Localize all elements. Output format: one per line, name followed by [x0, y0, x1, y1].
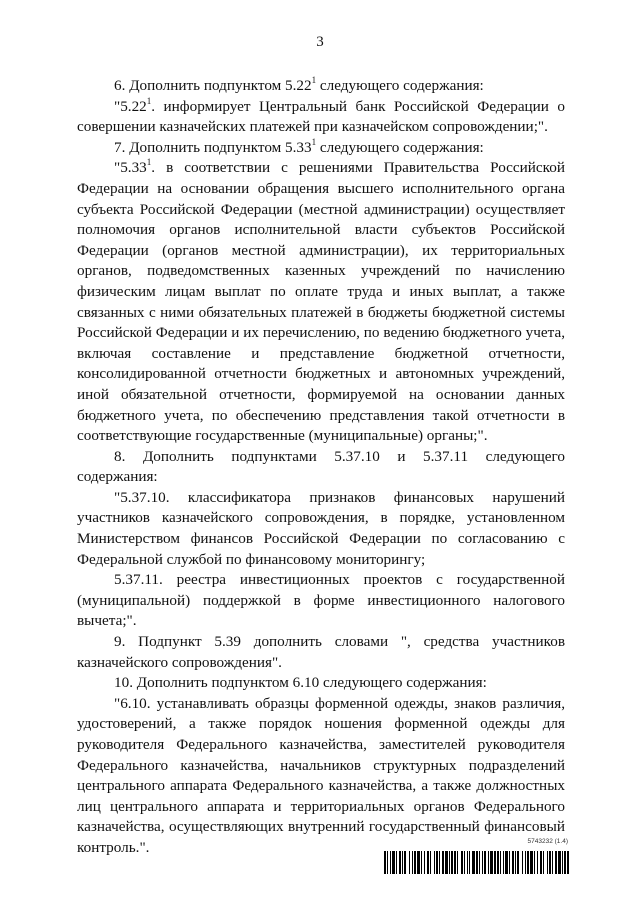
- item-10-body: "6.10. устанавливать образцы форменной одежды, знаков различия, удостоверений, а также порядок ношения форменной одежды для руководителя Федерального казначейства, заместителей руководителя Федерального казначейства, начальников структурных подразделений центрального аппарата Федерального казначейства, а также должностных лиц центрального аппарата и территориальных органов Федерального казначейства, осуществляющих внутренний государственный финансовый контроль.".: [77, 694, 565, 856]
- item-8-body-2: 5.37.11. реестра инвестиционных проектов с государственной (муниципальной) поддержкой в форме инвестиционного налогового вычета;".: [77, 571, 565, 630]
- barcode: [384, 851, 570, 874]
- item-7-intro: 7. Дополнить подпунктом 5.33$^1$ следующего содержания:: [114, 136, 484, 156]
- page-number: 3: [316, 34, 324, 50]
- document-code: 5743232 (1.4): [527, 838, 568, 845]
- item-6-intro: 6. Дополнить подпунктом 5.22$^1$ следующего содержания:: [114, 74, 484, 94]
- item-6-body: "5.22$^1$. информирует Центральный банк Российской Федерации о совершении казначейских платежей при казначейском сопровождении;".: [77, 95, 565, 136]
- item-8-body-1: "5.37.10. классификатора признаков финансовых нарушений участников казначейского сопровождения, в порядке, установленном Министерством финансов Российской Федерации по согласованию с Федеральной службой по финансовому мониторингу;: [77, 488, 565, 568]
- item-10-intro: 10. Дополнить подпунктом 6.10 следующего содержания:: [114, 674, 487, 692]
- item-8-intro: 8. Дополнить подпунктами 5.37.10 и 5.37.11 следующего содержания:: [77, 447, 565, 486]
- item-9: 9. Подпункт 5.39 дополнить словами ", средства участников казначейского сопровождения".: [77, 633, 565, 671]
- item-7-body: "5.33$^1$. в соответствии с решениями Правительства Российской Федерации на основании обращения высшего исполнительного органа субъекта Российской Федерации (местной администрации) осуществляет полномочия органов исполнительной власти субъектов Российской Федерации (органов местной администрации), их территориальных органов, подведомственных казенных учреждений по начислению физическим лицам выплат по оплате труда и иных выплат, а также связанных с ними обязательных платежей в бюджеты бюджетной системы Российской Федерации и их перечислению, по ведению бюджетного учета, включая составление и представление бюджетной отчетности, консолидированной отчетности бюджетных и автономных учреждений, иной обязательной отчетности, формируемой на основании данных бюджетного учета, по обеспечению представления такой отчетности в соответствующие государственные (муниципальные) органы;".: [77, 157, 565, 445]
- document-body: [77, 76, 565, 859]
